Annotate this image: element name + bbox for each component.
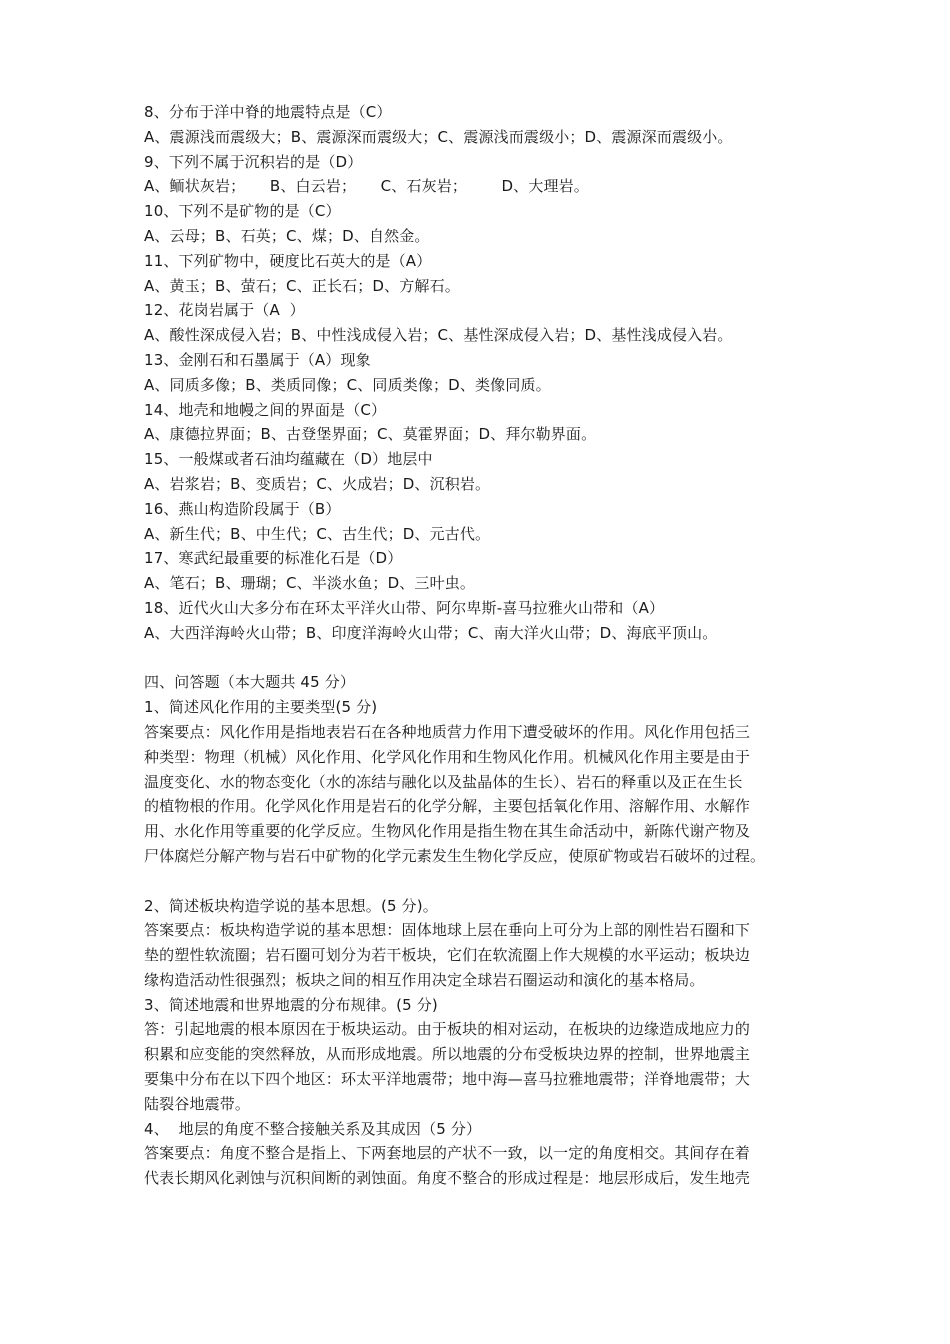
question-13-options: A、同质多像；B、类质同像；C、同质类像；D、类像同质。	[144, 375, 551, 394]
question-17-options: A、笔石；B、珊瑚；C、半淡水鱼；D、三叶虫。	[144, 574, 476, 593]
qa-item-1	[144, 695, 824, 869]
qa-item-4	[144, 1117, 824, 1191]
question-14-options: A、康德拉界面；B、古登堡界面；C、莫霍界面；D、拜尔勒界面。	[144, 425, 597, 444]
qa-3-answer-line: 陆裂谷地震带。	[144, 1094, 251, 1113]
qa-2-title: 2、简述板块构造学说的基本思想。(5 分)。	[144, 896, 438, 915]
multiple-choice-list	[144, 100, 824, 646]
qa-4-answer-line: 代表长期风化剥蚀与沉积间断的剥蚀面。角度不整合的形成过程是：地层形成后，发生地壳	[144, 1169, 751, 1188]
qa-4-answer-line: 答案要点：角度不整合是指上、下两套地层的产状不一致，以一定的角度相交。其间存在着	[144, 1144, 751, 1163]
question-12-stem: 12、花岗岩属于（A ）	[144, 301, 305, 320]
qa-2-answer-line: 垫的塑性软流圈；岩石圈可划分为若干板块，它们在软流圈上作大规模的水平运动；板块边	[144, 946, 751, 965]
qa-3-answer-line: 要集中分布在以下四个地区：环太平洋地震带；地中海—喜马拉雅地震带；洋脊地震带；大	[144, 1070, 751, 1089]
question-10-stem: 10、下列不是矿物的是（C）	[144, 202, 341, 221]
qa-4-title: 4、 地层的角度不整合接触关系及其成因（5 分）	[144, 1119, 482, 1138]
qa-2-answer-line: 答案要点：板块构造学说的基本思想：固体地球上层在垂向上可分为上部的刚性岩石圈和下	[144, 921, 751, 940]
qa-3-title: 3、简述地震和世界地震的分布规律。(5 分)	[144, 995, 438, 1014]
section-title: 四、问答题（本大题共 45 分）	[144, 673, 356, 692]
qa-1-title: 1、简述风化作用的主要类型(5 分)	[144, 698, 378, 717]
question-9-stem: 9、下列不属于沉积岩的是（D）	[144, 152, 363, 171]
qa-2-answer-line: 缘构造活动性很强烈；板块之间的相互作用决定全球岩石圈运动和演化的基本格局。	[144, 970, 705, 989]
question-10-options: A、云母；B、石英；C、煤；D、自然金。	[144, 226, 430, 245]
question-13-stem: 13、金刚石和石墨属于（A）现象	[144, 350, 371, 369]
question-11-stem: 11、下列矿物中，硬度比石英大的是（A）	[144, 251, 432, 270]
spacer	[144, 869, 824, 894]
question-15-options: A、岩浆岩；B、变质岩；C、火成岩；D、沉积岩。	[144, 474, 491, 493]
qa-3-answer-line: 积累和应变能的突然释放，从而形成地震。所以地震的分布受板块边界的控制，世界地震主	[144, 1045, 751, 1064]
qa-item-3	[144, 993, 824, 1117]
qa-1-answer-line: 用、水化作用等重要的化学反应。生物风化作用是指生物在其生命活动中，新陈代谢产物及	[144, 822, 751, 841]
question-18-stem: 18、近代火山大多分布在环太平洋火山带、阿尔卑斯-喜马拉雅火山带和（A）	[144, 598, 665, 617]
qa-1-answer-line: 种类型：物理（机械）风化作用、化学风化作用和生物风化作用。机械风化作用主要是由于	[144, 747, 751, 766]
qa-1-answer-line: 答案要点：风化作用是指地表岩石在各种地质营力作用下遭受破坏的作用。风化作用包括三	[144, 722, 751, 741]
question-8-options: A、震源浅而震级大；B、震源深而震级大；C、震源浅而震级小；D、震源深而震级小。	[144, 127, 733, 146]
question-15-stem: 15、一般煤或者石油均蕴藏在（D）地层中	[144, 450, 433, 469]
qa-item-2	[144, 894, 824, 993]
question-11-options: A、黄玉；B、萤石；C、正长石；D、方解石。	[144, 276, 460, 295]
question-17-stem: 17、寒武纪最重要的标准化石是（D）	[144, 549, 403, 568]
question-16-options: A、新生代；B、中生代；C、古生代；D、元古代。	[144, 524, 491, 543]
question-9-options: A、鲕状灰岩； B、白云岩； C、石灰岩； D、大理岩。	[144, 177, 589, 196]
question-12-options: A、酸性深成侵入岩；B、中性浅成侵入岩；C、基性深成侵入岩；D、基性浅成侵入岩。	[144, 326, 733, 345]
page-content	[144, 100, 824, 1191]
qa-1-answer-line: 尸体腐烂分解产物与岩石中矿物的化学元素发生生物化学反应，使原矿物或岩石破坏的过程。	[144, 846, 766, 865]
question-8-stem: 8、分布于洋中脊的地震特点是（C）	[144, 103, 392, 121]
qa-1-answer-line: 的植物根的作用。化学风化作用是岩石的化学分解，主要包括氧化作用、溶解作用、水解作	[144, 797, 751, 816]
qa-3-answer-line: 答：引起地震的根本原因在于板块运动。由于板块的相对运动，在板块的边缘造成地应力的	[144, 1020, 751, 1039]
question-14-stem: 14、地壳和地幔之间的界面是（C）	[144, 400, 387, 419]
question-16-stem: 16、燕山构造阶段属于（B）	[144, 499, 341, 518]
question-18-options: A、大西洋海岭火山带；B、印度洋海岭火山带；C、南大洋火山带；D、海底平顶山。	[144, 623, 718, 642]
qa-1-answer-line: 温度变化、水的物态变化（水的冻结与融化以及盐晶体的生长）、岩石的释重以及正在生长	[144, 772, 743, 791]
spacer	[144, 646, 824, 671]
